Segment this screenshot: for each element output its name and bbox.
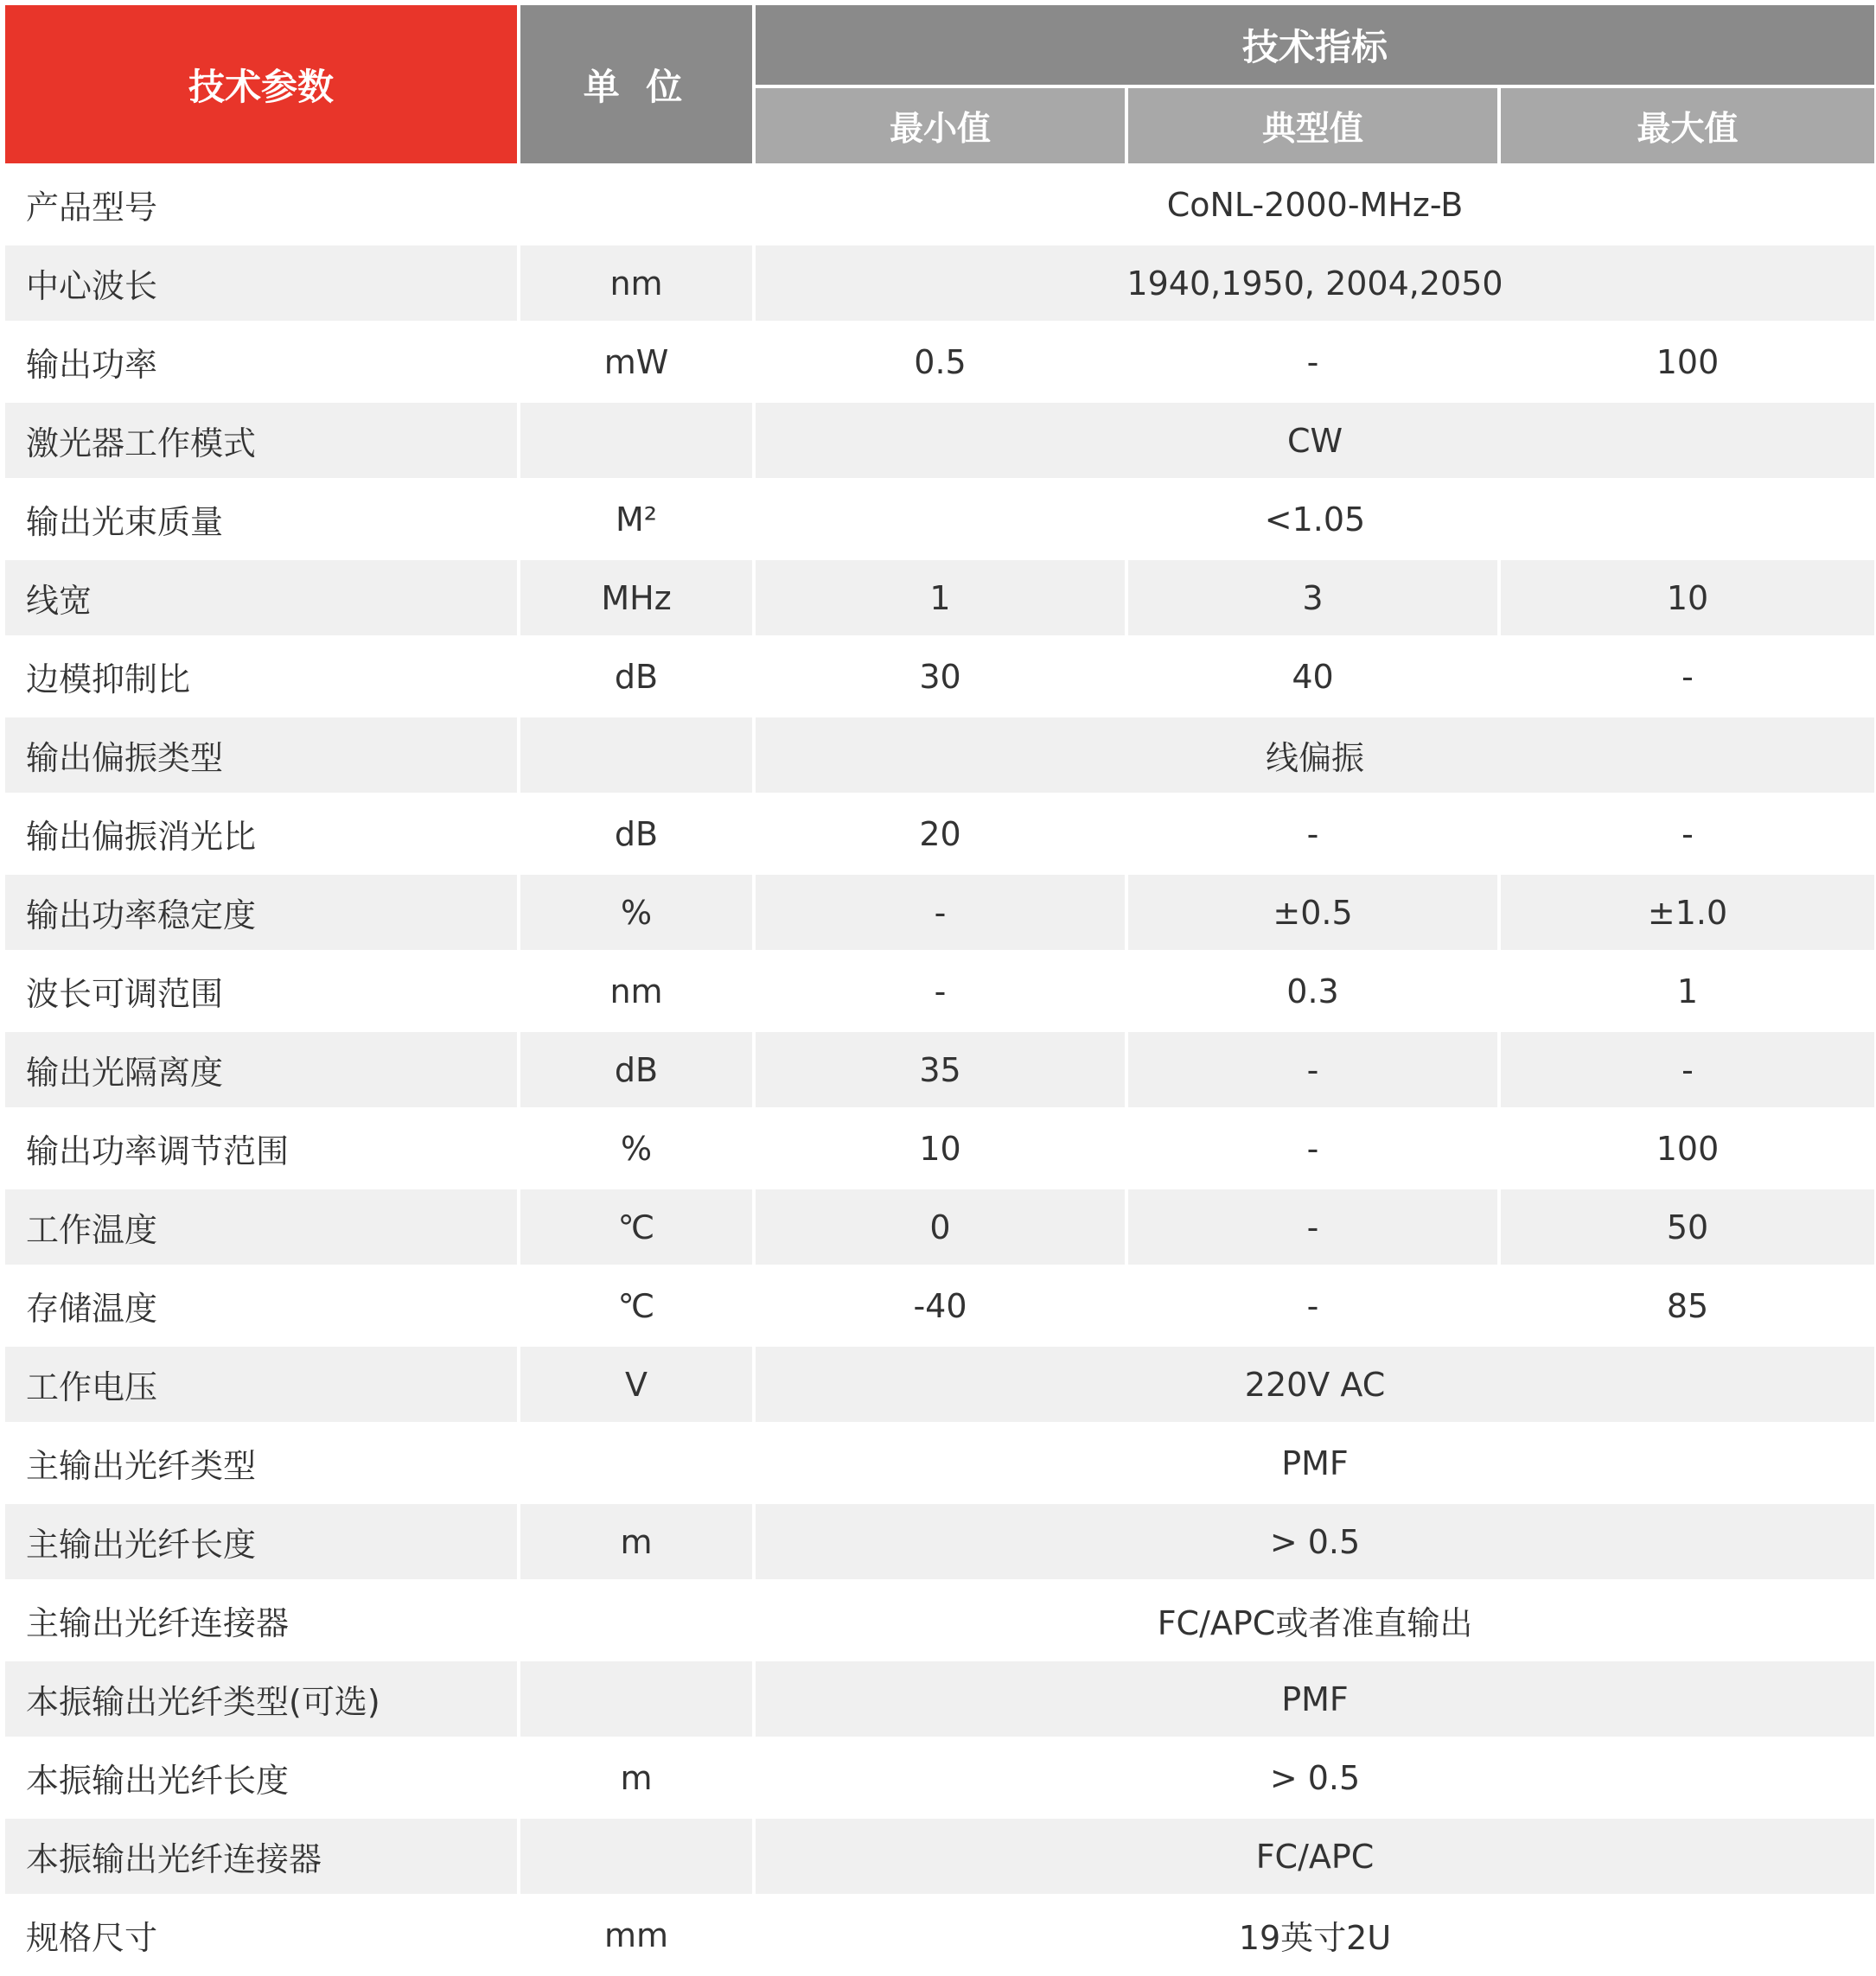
unit-cell: %	[520, 1111, 756, 1189]
typ-cell: -	[1128, 1189, 1501, 1268]
spec-value-cell: PMF	[756, 1661, 1874, 1740]
unit-cell	[520, 1583, 756, 1661]
typ-cell: ±0.5	[1128, 875, 1501, 953]
max-cell: 50	[1501, 1189, 1874, 1268]
unit-cell	[520, 403, 756, 481]
spec-value-cell: FC/APC或者准直输出	[756, 1583, 1874, 1661]
param-cell: 输出功率调节范围	[5, 1111, 520, 1189]
typ-cell: 0.3	[1128, 953, 1501, 1032]
unit-cell: M²	[520, 481, 756, 560]
param-cell: 工作电压	[5, 1347, 520, 1425]
min-cell: 0.5	[756, 324, 1128, 403]
min-cell: 10	[756, 1111, 1128, 1189]
unit-cell: m	[520, 1740, 756, 1819]
spec-value-cell: 线偏振	[756, 717, 1874, 796]
param-cell: 产品型号	[5, 167, 520, 245]
spec-value-cell: 1940,1950, 2004,2050	[756, 245, 1874, 324]
table-row	[5, 1425, 1874, 1504]
min-cell: -	[756, 875, 1128, 953]
param-cell: 中心波长	[5, 245, 520, 324]
unit-cell: MHz	[520, 560, 756, 639]
table-row	[5, 1740, 1874, 1819]
min-cell: -40	[756, 1268, 1128, 1347]
spec-value-cell: <1.05	[756, 481, 1874, 560]
table-row	[5, 1897, 1874, 1976]
table-row	[5, 481, 1874, 560]
param-cell: 输出功率	[5, 324, 520, 403]
max-cell: -	[1501, 639, 1874, 717]
unit-cell: m	[520, 1504, 756, 1583]
typ-cell: -	[1128, 1111, 1501, 1189]
min-cell: 35	[756, 1032, 1128, 1111]
unit-cell: ℃	[520, 1268, 756, 1347]
header-typ: 典型值	[1128, 88, 1501, 167]
param-cell: 工作温度	[5, 1189, 520, 1268]
param-cell: 输出偏振类型	[5, 717, 520, 796]
param-cell: 本振输出光纤连接器	[5, 1819, 520, 1897]
table-row	[5, 1268, 1874, 1347]
unit-cell: %	[520, 875, 756, 953]
min-cell: -	[756, 953, 1128, 1032]
header-param: 技术参数	[5, 5, 520, 167]
spec-table	[5, 5, 1874, 1976]
unit-cell: dB	[520, 1032, 756, 1111]
typ-cell: 3	[1128, 560, 1501, 639]
typ-cell: 40	[1128, 639, 1501, 717]
table-row	[5, 875, 1874, 953]
table-row	[5, 1661, 1874, 1740]
max-cell: 1	[1501, 953, 1874, 1032]
param-cell: 线宽	[5, 560, 520, 639]
table-body	[5, 167, 1874, 1976]
table-row	[5, 1583, 1874, 1661]
param-cell: 输出偏振消光比	[5, 796, 520, 875]
param-cell: 本振输出光纤类型(可选)	[5, 1661, 520, 1740]
spec-value-cell: CW	[756, 403, 1874, 481]
table-row	[5, 560, 1874, 639]
header-spec-group: 技术指标	[756, 5, 1874, 88]
min-cell: 30	[756, 639, 1128, 717]
unit-cell	[520, 717, 756, 796]
param-cell: 本振输出光纤长度	[5, 1740, 520, 1819]
unit-cell: V	[520, 1347, 756, 1425]
spec-value-cell: PMF	[756, 1425, 1874, 1504]
unit-cell: nm	[520, 245, 756, 324]
table-row	[5, 1032, 1874, 1111]
header-row	[5, 5, 1874, 88]
unit-cell	[520, 1661, 756, 1740]
table-row	[5, 1504, 1874, 1583]
unit-cell	[520, 167, 756, 245]
param-cell: 输出功率稳定度	[5, 875, 520, 953]
header-min: 最小值	[756, 88, 1128, 167]
spec-value-cell: > 0.5	[756, 1504, 1874, 1583]
unit-cell: nm	[520, 953, 756, 1032]
max-cell: -	[1501, 796, 1874, 875]
min-cell: 20	[756, 796, 1128, 875]
param-cell: 激光器工作模式	[5, 403, 520, 481]
table-header	[5, 5, 1874, 167]
min-cell: 1	[756, 560, 1128, 639]
unit-cell: mW	[520, 324, 756, 403]
spec-value-cell: > 0.5	[756, 1740, 1874, 1819]
unit-cell	[520, 1819, 756, 1897]
param-cell: 规格尺寸	[5, 1897, 520, 1976]
typ-cell: -	[1128, 1032, 1501, 1111]
param-cell: 主输出光纤类型	[5, 1425, 520, 1504]
typ-cell: -	[1128, 324, 1501, 403]
header-max: 最大值	[1501, 88, 1874, 167]
max-cell: 10	[1501, 560, 1874, 639]
spec-value-cell: 220V AC	[756, 1347, 1874, 1425]
header-unit: 单 位	[520, 5, 756, 167]
param-cell: 波长可调范围	[5, 953, 520, 1032]
table-row	[5, 245, 1874, 324]
unit-cell: mm	[520, 1897, 756, 1976]
table-row	[5, 1819, 1874, 1897]
param-cell: 存储温度	[5, 1268, 520, 1347]
param-cell: 主输出光纤长度	[5, 1504, 520, 1583]
table-row	[5, 953, 1874, 1032]
param-cell: 边模抑制比	[5, 639, 520, 717]
max-cell: 100	[1501, 1111, 1874, 1189]
table-row	[5, 639, 1874, 717]
typ-cell: -	[1128, 1268, 1501, 1347]
param-cell: 主输出光纤连接器	[5, 1583, 520, 1661]
param-cell: 输出光隔离度	[5, 1032, 520, 1111]
table-row	[5, 1111, 1874, 1189]
table-row	[5, 167, 1874, 245]
spec-value-cell: FC/APC	[756, 1819, 1874, 1897]
param-cell: 输出光束质量	[5, 481, 520, 560]
unit-cell: ℃	[520, 1189, 756, 1268]
unit-cell	[520, 1425, 756, 1504]
unit-cell: dB	[520, 639, 756, 717]
typ-cell: -	[1128, 796, 1501, 875]
spec-value-cell: 19英寸2U	[756, 1897, 1874, 1976]
unit-cell: dB	[520, 796, 756, 875]
table-row	[5, 1189, 1874, 1268]
spec-value-cell: CoNL-2000-MHz-B	[756, 167, 1874, 245]
max-cell: -	[1501, 1032, 1874, 1111]
table-row	[5, 1347, 1874, 1425]
max-cell: 85	[1501, 1268, 1874, 1347]
max-cell: 100	[1501, 324, 1874, 403]
table-row	[5, 403, 1874, 481]
table-row	[5, 796, 1874, 875]
min-cell: 0	[756, 1189, 1128, 1268]
table-row	[5, 324, 1874, 403]
table-row	[5, 717, 1874, 796]
max-cell: ±1.0	[1501, 875, 1874, 953]
